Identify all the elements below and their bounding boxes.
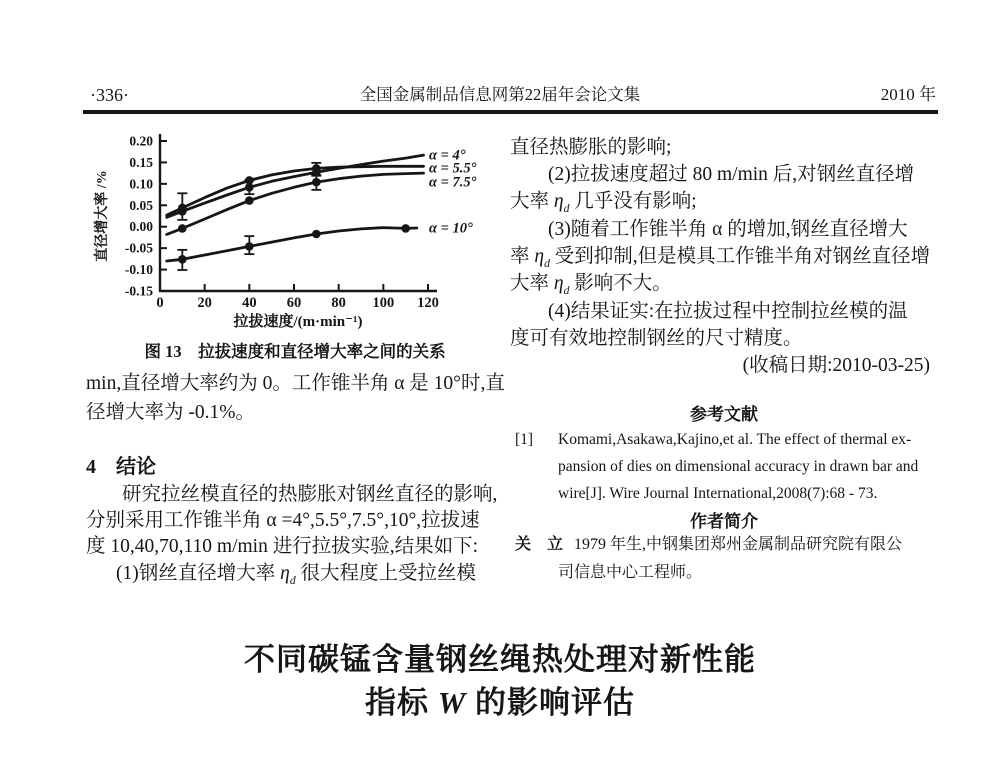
references-heading: 参考文献: [690, 405, 758, 424]
x-tick-label: 100: [372, 295, 395, 311]
y-axis-title: 直径增大率 /%: [95, 170, 110, 262]
data-point: [312, 178, 321, 187]
y-tick-label: -0.05: [124, 240, 153, 256]
body-line: (3)随着工作锥半角 α 的增加,钢丝直径增大: [548, 219, 908, 240]
body-line: 直径热膨胀的影响;: [510, 137, 672, 158]
received-date: (收稿日期:2010-03-25): [742, 355, 930, 376]
body-line: (2)拉拔速度超过 80 m/min 后,对钢丝直径增: [548, 164, 915, 185]
next-article-title-line1: 不同碳锰含量钢丝绳热处理对新性能: [244, 642, 756, 677]
series-label: α = 4°: [429, 147, 466, 164]
body-line: (4)结果证实:在拉拔过程中控制拉丝模的温: [548, 301, 908, 322]
figure13-chart: [85, 126, 505, 338]
figure13-caption: 图 13 拉拔速度和直径增大率之间的关系: [144, 342, 446, 361]
y-tick-label: -0.10: [124, 262, 153, 278]
y-tick-label: 0.15: [129, 154, 153, 170]
publication-year: 2010 年: [880, 85, 936, 104]
page-number: ·336·: [90, 85, 129, 105]
y-tick-label: -0.15: [124, 283, 153, 299]
data-point: [245, 242, 254, 251]
data-point: [401, 224, 410, 233]
y-tick-label: 0.05: [129, 197, 153, 213]
reference-line: Komami,Asakawa,Kajino,et al. The effect of thermal ex-: [558, 431, 912, 448]
x-tick-label: 40: [242, 295, 257, 311]
series-label: α = 5.5°: [429, 160, 477, 177]
author-line: 1979 年生,中钢集团郑州金属制品研究院有限公: [574, 536, 903, 553]
body-line: 率 $\eta_d$ 受到抑制,但是模具工作锥半角对钢丝直径增: [510, 246, 931, 270]
y-tick-label: 0.20: [129, 133, 153, 149]
reference-line: pansion of dies on dimensional accuracy in drawn bar and: [558, 458, 919, 475]
data-point: [178, 255, 187, 264]
x-tick-label: 120: [417, 295, 439, 311]
proceedings-title: 全国金属制品信息网第22届年会论文集: [359, 85, 641, 104]
author-line: 司信息中心工程师。: [558, 564, 703, 581]
data-point: [312, 164, 321, 173]
body-line: 大率 $\eta_d$ 影响不大。: [510, 273, 672, 297]
series-label: α = 7.5°: [429, 174, 477, 191]
data-point: [312, 230, 321, 239]
body-line: min,直径增大率约为 0。工作锥半角 α 是 10°时,直: [86, 373, 505, 394]
x-tick-label: 60: [286, 295, 302, 311]
body-line: 度可有效地控制钢丝的尺寸精度。: [510, 328, 803, 349]
data-point: [245, 196, 254, 205]
y-tick-label: 0.00: [129, 219, 153, 235]
reference-line: wire[J]. Wire Journal International,2008(7):68 - 73.: [558, 485, 878, 502]
data-point: [178, 224, 187, 233]
author-heading: 作者简介: [690, 512, 758, 531]
x-tick-label: 0: [156, 295, 164, 311]
author-name: 关 立: [515, 536, 564, 553]
x-axis-title: 拉拔速度/(m·min⁻¹): [233, 314, 363, 330]
data-point: [178, 204, 187, 213]
chart-curve: [167, 228, 417, 261]
reference-marker: [1]: [515, 431, 534, 448]
body-line: (1)钢丝直径增大率 $\eta_d$ 很大程度上受拉丝模: [116, 563, 477, 587]
x-tick-label: 20: [197, 295, 212, 311]
body-line: 大率 $\eta_d$ 几乎没有影响;: [510, 191, 697, 215]
body-line: 分别采用工作锥半角 α =4°,5.5°,7.5°,10°,拉拔速: [86, 510, 480, 531]
body-line: 度 10,40,70,110 m/min 进行拉拔实验,结果如下:: [86, 536, 478, 557]
y-tick-label: 0.10: [129, 176, 153, 192]
section-heading-conclusion: 4 结论: [86, 456, 156, 478]
x-tick-label: 80: [331, 295, 346, 311]
next-article-title-line2: 指标 W 的影响评估: [364, 685, 636, 720]
body-line: 研究拉丝模直径的热膨胀对钢丝直径的影响,: [122, 484, 498, 505]
body-line: 径增大率为 -0.1%。: [86, 402, 255, 423]
header-rule: [83, 110, 938, 114]
series-label: α = 10°: [429, 220, 473, 237]
data-point: [245, 176, 254, 185]
